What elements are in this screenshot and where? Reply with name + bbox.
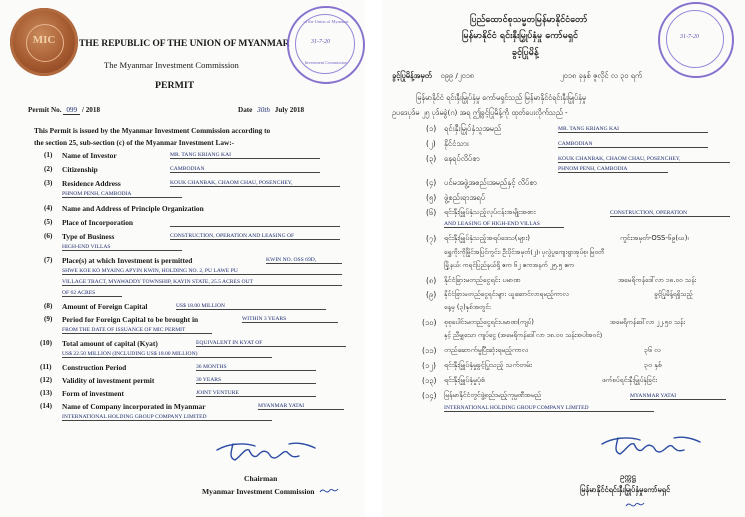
mm-item-6-value-line-2: AND LEASING OF HIGH-END VILLAS — [444, 221, 564, 228]
item-12-value: 30 YEARS — [196, 377, 316, 384]
item-3-value-line-2: PHNOM PENH, CAMBODIA — [62, 191, 182, 198]
permit-number — [28, 106, 100, 114]
mm-intro-1: မြန်မာနိုင်ငံ ရင်းနှီးမြှုပ်နှံမှု ကော်မရှင်သည် မြန်မာနိုင်ငံရင်းနှီးမြှုပ်နှံမှု — [416, 93, 586, 102]
item-1-label: Name of Investor — [62, 151, 117, 160]
mm-item-6-number: (၆) — [426, 208, 437, 217]
item-5-number: (5) — [44, 218, 53, 226]
mm-item-10-value-line-2: နှင့် ညီမျှသော ကျပ်ငွေ (အမေရိကန်ဒေါ်လာ ၁၈.၀၀ သန်းအပါအဝင်) — [444, 331, 603, 339]
permit-date — [238, 106, 304, 114]
item-13-label: Form of investment — [62, 389, 124, 398]
mm-item-6-value: CONSTRUCTION, OPERATION — [610, 210, 730, 217]
date-month-year: July 2018 — [274, 106, 305, 114]
permit-number-label: Permit No. — [28, 106, 62, 114]
item-6-label: Type of Business — [62, 232, 115, 241]
intro-line-2: the section 25, sub-section (c) of the Myanmar Investment Law:- — [34, 138, 235, 147]
item-7-value-line-2: SHWE KOE KO MYAING APYIN KWIN, HOLDING NO. 2, PU LAWE PU — [62, 268, 342, 275]
mm-item-5-number: (၅) — [426, 193, 437, 202]
seal-text: MIC — [32, 34, 56, 46]
item-6-value: CONSTRUCTION, OPERATION AND LEASING OF — [170, 233, 340, 240]
mm-heading-2: မြန်မာနိုင်ငံ ရင်းနှီးမြှုပ်နှံမှု ကော်မရှင် — [462, 31, 578, 41]
mm-item-3-label: နေရပ်လိပ်စာ — [444, 154, 480, 163]
permit-title: PERMIT — [155, 80, 195, 91]
mm-item-2-value: CAMBODIAN — [558, 141, 708, 148]
item-2-label: Citizenship — [62, 165, 98, 174]
item-8-label: Amount of Foreign Capital — [62, 302, 148, 311]
mm-item-8-value: အမေရိကန်ဒေါ်လာ ၁၈.၀၀ သန်း — [618, 276, 697, 284]
chairman-organization: Myanmar Investment Commission — [202, 487, 315, 496]
item-12-label: Validity of investment permit — [62, 376, 155, 385]
item-10-number: (10) — [40, 339, 52, 347]
english-permit-page — [0, 0, 365, 517]
mm-intro-2: ဥပဒေပုဒ်မ ၂၅ ပုဒ်မခွဲ(ဂ) အရ ဤခွင့်ပြုမိန့်ကို ထုတ်ပေးလိုက်သည် - — [392, 108, 568, 117]
stamp-date-text: 31-7-20 — [311, 39, 330, 45]
item-9-label: Period for Foreign Capital to be brought in — [62, 315, 199, 324]
initials-icon — [318, 484, 340, 498]
commission-stamp-icon — [287, 6, 365, 84]
chairman-title: Chairman — [244, 474, 278, 483]
item-14-number: (14) — [40, 402, 52, 410]
mm-item-7-value-line-3: မြို့နယ်၊ ကရင်ပြည်နယ်ရှိ ဧက ၆၂ ဧကအနက် ၂၅.၅ ဧက — [444, 261, 575, 269]
mm-item-14-number: (၁၄) — [422, 391, 437, 400]
item-13-value: JOINT VENTURE — [196, 390, 316, 397]
stamp-top-text: of the Union of Myanmar — [303, 19, 349, 24]
mm-item-4-label: ပင်မအဖွဲ့အစည်းအမည်နှင့် လိပ်စာ — [444, 178, 537, 187]
mm-item-7-value-line-2: ရွှေကိုးကိုမြိုင်အပြင်ကွင်း၊ ဦးပိုင်အမှတ်(၂)၊ ပုလွဲပူကျေးရွာအုပ်စု၊ မြဝတီ — [444, 248, 605, 256]
mm-heading-1: ပြည်ထောင်စုသမ္မတမြန်မာနိုင်ငံတော် — [470, 15, 588, 25]
mm-item-13-number: (၁၃) — [422, 376, 437, 385]
mm-date-line: ၂၀၁၈ ခုနှစ် ဇူလိုင် လ ၃၀ ရက် — [560, 71, 643, 80]
item-6-value-line-2: HIGH-END VILLAS — [62, 244, 182, 251]
item-5-label: Place of Incorporation — [62, 218, 134, 227]
item-7-value: KWIN NO. OSS 69D, — [266, 257, 342, 264]
mm-item-7-value: ကွင်းအမှတ်-OSS-၆၉(ဃ)၊ — [620, 234, 689, 242]
mm-item-8-label: နိုင်ငံခြားမတည်ငွေရင်း ပမာဏ — [444, 276, 521, 284]
item-14-value-line-2: INTERNATIONAL HOLDING GROUP COMPANY LIMITED — [62, 414, 272, 421]
mm-item-5-label: ဖွဲ့စည်းရာအရပ် — [444, 193, 486, 202]
item-11-number: (11) — [40, 363, 52, 371]
item-13-number: (13) — [40, 389, 52, 397]
mm-chairman-title: ဥက္ကဋ္ဌ — [620, 472, 636, 481]
mm-permit-value: ၀၉၉ /၂၀၁၈ — [440, 71, 475, 80]
item-9-value-line-2: FROM THE DATE OF ISSUANCE OF MIC PERMIT — [62, 327, 212, 334]
item-10-label: Total amount of capital (Kyat) — [62, 339, 158, 348]
item-12-number: (12) — [40, 376, 52, 384]
mm-item-4-number: (၄) — [426, 178, 437, 187]
mm-item-13-value: ဖက်စပ်ရင်းနှီးမြှုပ်နှံခြင်း — [602, 376, 658, 384]
mm-item-12-label: ရင်းနှီးမြှုပ်နှံမှုခွင့်ပြုသည့် သက်တမ်း — [444, 361, 532, 369]
mm-item-9-label: နိုင်ငံခြားမတည်ငွေရင်းများ ယူဆောင်လာရမည့်ကာလ — [444, 290, 569, 298]
myanmar-permit-page — [382, 0, 745, 517]
mm-item-3-value-line-2: PHNOM PENH, CAMBODIA — [558, 166, 668, 173]
item-7-value-line-3: VILLAGE TRACT, MYAWADDY TOWNSHIP, KAYIN STATE, 25.5 ACRES OUT — [62, 279, 342, 286]
item-4-number: (4) — [44, 204, 53, 212]
mm-item-11-number: (၁၁) — [422, 346, 437, 355]
item-9-number: (9) — [44, 315, 53, 323]
item-9-value: WITHIN 3 YEARS — [242, 316, 338, 323]
item-14-label: Name of Company incorporated in Myanmar — [62, 402, 206, 411]
commission-stamp-icon-2 — [658, 2, 734, 78]
mm-item-9-value-line-2: နေ့မှ (၃)နှစ်အတွင်း — [444, 303, 491, 311]
mm-item-10-number: (၁၀) — [422, 318, 437, 327]
mm-item-12-number: (၁၂) — [422, 361, 436, 370]
mm-chairman-organization: မြန်မာနိုင်ငံရင်းနှီးမြှုပ်နှံမှုကော်မရှင် — [580, 485, 671, 494]
mm-permit-number — [392, 71, 474, 82]
mm-item-9-number: (၉) — [426, 290, 437, 299]
mm-item-2-label: နိုင်ငံသား — [444, 139, 469, 148]
item-14-value: MYANMAR YATAI — [258, 403, 344, 410]
item-3-value: KOUK CHANBAK, CHAOM CHAU, POSENCHEY, — [170, 180, 340, 187]
permit-number-year: / 2018 — [81, 106, 101, 114]
mm-item-13-label: ရင်းနှီးမြှုပ်နှံမှုပုံစံ — [444, 376, 485, 384]
mm-item-1-number: (၁) — [426, 124, 437, 133]
item-7-label: Place(s) at which Investment is permitted — [62, 256, 193, 265]
item-2-number: (2) — [44, 165, 53, 173]
chairman-signature-icon — [215, 436, 319, 466]
item-7-number: (7) — [44, 256, 53, 264]
commission-name: The Myanmar Investment Commission — [104, 60, 239, 70]
mm-permit-label: ခွင့်ပြုမိန့်အမှတ် — [392, 71, 432, 80]
intro-line-1: This Permit is issued by the Myanmar Investment Commission according to — [34, 126, 271, 135]
date-label: Date — [238, 106, 253, 114]
mm-item-1-label: ရင်းနှီးမြှုပ်နှံသူအမည် — [444, 124, 502, 133]
mm-item-9-value: ခွင့်ပြုမိန့်ရရှိသည့် — [654, 290, 693, 298]
mm-item-3-number: (၃) — [426, 154, 437, 163]
mm-item-10-value: အမေရိကန်ဒေါ်လာ ၂၂.၅၀ သန်း — [610, 318, 685, 326]
gold-seal-icon — [10, 8, 78, 76]
page-heading: THE REPUBLIC OF THE UNION OF MYANMAR — [79, 38, 290, 49]
mm-item-7-number: (၇) — [426, 234, 437, 243]
mm-item-8-number: (၈) — [426, 276, 437, 285]
stamp-2-date-text: 31-7-20 — [680, 34, 699, 40]
mm-item-11-label: တည်ဆောက်မှုပြီးဆုံးရမည့်ကာလ — [444, 346, 529, 354]
mm-item-12-value: ၃၀ နှစ် — [644, 361, 662, 369]
item-11-value: 36 MONTHS — [196, 364, 316, 371]
mm-item-14-value: MYANMAR YATAI — [630, 393, 726, 400]
mm-item-10-label: စုစုပေါင်းမတည်ငွေရင်းပမာဏ(ကျပ်) — [444, 318, 534, 326]
mm-initials-icon — [624, 498, 646, 512]
item-7-value-line-4: OF 62 ACRES — [62, 290, 122, 297]
item-3-number: (3) — [44, 179, 53, 187]
mm-item-14-label: မြန်မာနိုင်ငံတွင်ဖွဲ့စည်းမည့်ကုမ္ပဏီအမည် — [444, 391, 542, 399]
item-8-number: (8) — [44, 302, 53, 310]
mm-chairman-signature-icon — [600, 430, 704, 460]
item-5-blank-line — [170, 226, 340, 227]
item-1-number: (1) — [44, 151, 53, 159]
mm-item-6-label: ရင်းနှီးမြှုပ်နှံသည့်လုပ်ငန်းအမျိုးအစား — [444, 208, 536, 216]
item-3-label: Residence Address — [62, 179, 121, 188]
date-day: 30th — [257, 106, 270, 114]
item-2-value: CAMBODIAN — [170, 166, 320, 173]
mm-item-1-value: MR. TANG KRIANG KAI — [558, 126, 708, 133]
permit-number-value: 099 — [63, 106, 80, 115]
item-6-number: (6) — [44, 232, 53, 240]
mm-item-7-label: ရင်းနှီးမြှုပ်နှံသည့်အရပ်ဒေသ(များ) — [444, 234, 531, 242]
item-8-value: US$ 18.00 MILLION — [176, 303, 326, 310]
mm-item-14-value-line-2: INTERNATIONAL HOLDING GROUP COMPANY LIMITED — [444, 405, 654, 412]
mm-item-2-number: (၂) — [426, 139, 436, 148]
mm-heading-3: ခွင့်ပြုမိန့် — [512, 48, 539, 58]
page-gap — [365, 0, 382, 517]
stamp-bottom-text: Investment Commission — [304, 60, 348, 65]
item-4-label: Name and Address of Principle Organization — [62, 204, 204, 213]
item-10-value-line-2: US$ 22.50 MILLION (INCLUDING US$ 18.00 MILLION) — [62, 351, 272, 358]
mm-item-3-value: KOUK CHANBAK, CHAOM CHAU, POSENCHEY, — [558, 156, 730, 163]
mm-item-11-value: ၃၆ လ — [644, 346, 661, 354]
item-10-value: EQUIVALENT IN KYAT OF — [196, 340, 346, 347]
item-1-value: MR. TANG KRIANG KAI — [170, 152, 320, 159]
item-11-label: Construction Period — [62, 363, 127, 372]
